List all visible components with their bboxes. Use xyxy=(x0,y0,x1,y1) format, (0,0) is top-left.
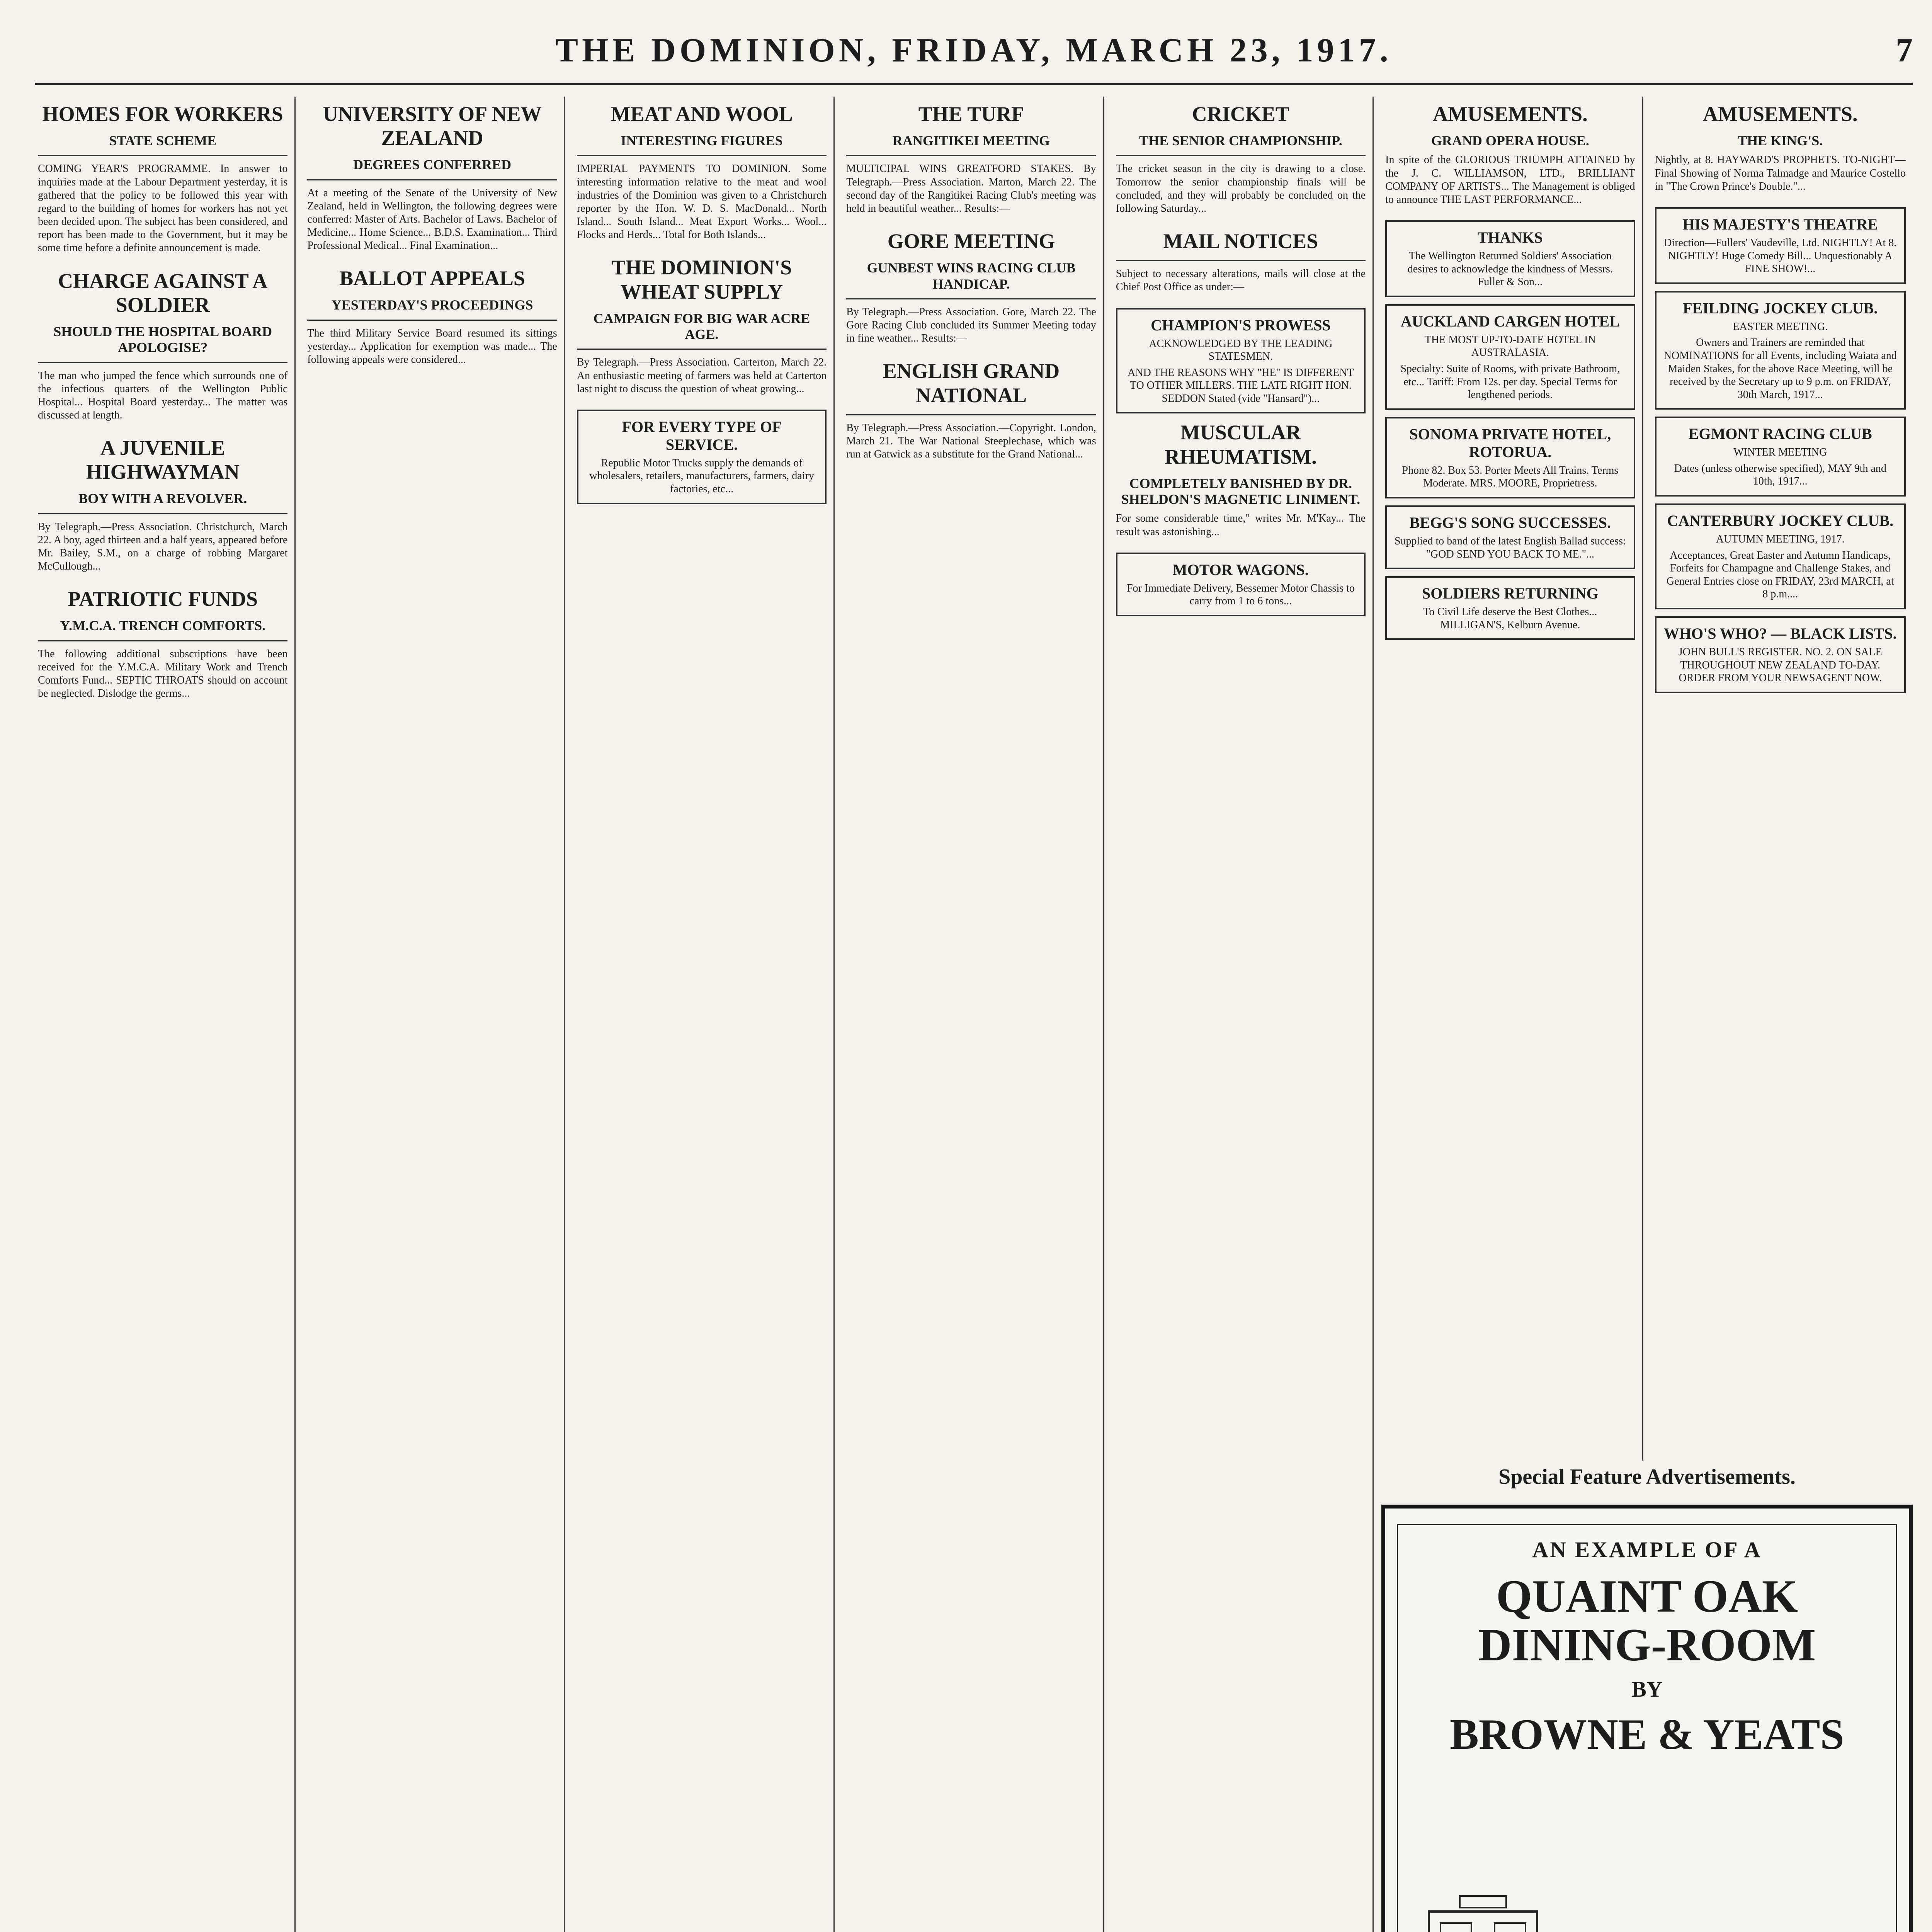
article-headline: GORE MEETING xyxy=(887,230,1055,253)
ad-body: Supplied to band of the latest English Ballad success: "GOD SEND YOU BACK TO ME."... xyxy=(1394,535,1626,560)
ad-body: JOHN BULL'S REGISTER. NO. 2. ON SALE THROUGHOUT NEW ZEALAND TO-DAY. ORDER FROM YOUR NEWSAGENT NOW. xyxy=(1678,646,1882,684)
divider xyxy=(307,320,557,321)
ad-subtitle: ACKNOWLEDGED BY THE LEADING STATESMEN. xyxy=(1149,337,1333,363)
article-body: IMPERIAL PAYMENTS TO DOMINION. Some interesting information relative to the meat and wool industries of the Dominion was given to a Christchurch reporter by the Hon. W. D. S. MacDonald... North Island... South Island... Meat Export Works... Wool... Flocks and Herds... Total for Both Islands... xyxy=(577,163,827,241)
ad-subtitle: EASTER MEETING. xyxy=(1733,320,1828,333)
article-headline: HOMES FOR WORKERS xyxy=(42,102,283,126)
article-headline: UNIVERSITY OF NEW ZEALAND xyxy=(323,102,542,150)
article-subhead: DEGREES CONFERRED xyxy=(353,157,512,173)
article-body: The following additional subscriptions have been received for the Y.M.C.A. Military Work and Trench Comforts Fund... SEPTIC THROATS should on account be neglected. Dislodge the germs... xyxy=(38,648,288,700)
special-feature-title: Special Feature Advertisements. xyxy=(1498,1465,1796,1489)
article-patriotic-funds xyxy=(38,587,287,700)
amusements-right xyxy=(1655,102,1906,193)
ad-title: WHO'S WHO? — BLACK LISTS. xyxy=(1663,625,1897,643)
article-subhead: GUNBEST WINS RACING CLUB HANDICAP. xyxy=(867,260,1076,292)
article-homes-for-workers xyxy=(38,102,287,255)
ad-body: To Civil Life deserve the Best Clothes... MILLIGAN'S, Kelburn Avenue. xyxy=(1423,606,1597,631)
ad-header-1: AN EXAMPLE OF A xyxy=(1532,1537,1762,1562)
divider xyxy=(1116,155,1366,156)
divider xyxy=(38,640,287,641)
ad-body: Direction—Fullers' Vaudeville, Ltd. NIGHTLY! At 8. NIGHTLY! Huge Comedy Bill... Unquestionably A FINE SHOW!... xyxy=(1664,236,1897,275)
article-subhead: Y.M.C.A. TRENCH COMFORTS. xyxy=(60,618,266,634)
article-subhead: STATE SCHEME xyxy=(109,133,217,149)
article-subhead: SHOULD THE HOSPITAL BOARD APOLOGISE? xyxy=(53,323,272,355)
ad-body: Specialty: Suite of Rooms, with private Bathroom, etc... Tariff: From 12s. per day. Special Terms for lengthened periods. xyxy=(1400,363,1620,401)
ad-subtitle: AUTUMN MEETING, 1917. xyxy=(1716,533,1845,546)
ad-title: HIS MAJESTY'S THEATRE xyxy=(1682,215,1878,233)
section-body: Nightly, at 8. HAYWARD'S PROPHETS. TO-NIGHT—Final Showing of Norma Talmadge and Maurice Costello in "The Crown Prince's Double."... xyxy=(1655,154,1906,192)
article-english-grand-national xyxy=(846,359,1096,461)
ad-body: Phone 82. Box 53. Porter Meets All Trains. Terms Moderate. MRS. MOORE, Proprietress. xyxy=(1402,464,1619,490)
divider xyxy=(577,349,827,350)
ad-header-4: BROWNE & YEATS xyxy=(1450,1711,1844,1759)
ad-republic-trucks xyxy=(577,410,827,504)
divider xyxy=(846,414,1096,415)
ad-cargen-hotel xyxy=(1385,304,1635,410)
article-subhead: COMPLETELY BANISHED BY DR. SHELDON'S MAGNETIC LINIMENT. xyxy=(1121,475,1361,507)
article-ballot-appeals xyxy=(307,266,557,366)
article-headline: BALLOT APPEALS xyxy=(339,267,525,290)
ad-john-bulls-register xyxy=(1655,616,1906,693)
ad-body: Owners and Trainers are reminded that NOMINATIONS for all Events, including Waiata and Maiden Stakes, for the above Race Meeting, will be received by the Secretary up to 9 p.m. on FRIDAY, 30th March, 1917... xyxy=(1663,337,1897,401)
ad-champions-prowess xyxy=(1116,308,1366,414)
article-body: The cricket season in the city is drawing to a close. Tomorrow the senior championship finals will be concluded, and they will probably be concluded on the following Saturday... xyxy=(1116,163,1366,214)
article-subhead: THE SENIOR CHAMPIONSHIP. xyxy=(1139,133,1342,149)
article-headline: THE DOMINION'S WHEAT SUPPLY xyxy=(611,256,792,303)
ad-body: Dates (unless otherwise specified), MAY 9th and 10th, 1917... xyxy=(1674,462,1886,488)
ad-title: EGMONT RACING CLUB xyxy=(1688,425,1872,443)
article-headline: A JUVENILE HIGHWAYMAN xyxy=(86,436,240,484)
browne-yeats-ad-inner xyxy=(1397,1524,1897,1932)
ad-title: AUCKLAND CARGEN HOTEL xyxy=(1400,312,1620,330)
ad-soldiers-returning xyxy=(1385,576,1635,640)
ad-canterbury-jockey-club xyxy=(1655,503,1906,609)
column-3 xyxy=(574,97,835,1932)
ad-title: FOR EVERY TYPE OF SERVICE. xyxy=(622,418,782,453)
article-subhead: INTERESTING FIGURES xyxy=(621,133,783,149)
browne-yeats-ad xyxy=(1381,1505,1913,1932)
article-meat-and-wool xyxy=(577,102,827,242)
article-the-turf xyxy=(846,102,1096,215)
article-body: COMING YEAR'S PROGRAMME. In answer to inquiries made at the Labour Department yesterday, it is gathered that the policy to be followed this year with regard to the building of homes for workers has not yet been decided upon. The subject has been considered, and report has been made to the Government, but it may be some time before a definite announcement is made. xyxy=(38,163,288,254)
ad-body: Republic Motor Trucks supply the demands of wholesalers, retailers, manufacturers, farmers, dairy factories, etc... xyxy=(589,457,814,495)
page-number: 7 xyxy=(1896,32,1913,69)
ad-title: CANTERBURY JOCKEY CLUB. xyxy=(1667,512,1894,530)
divider xyxy=(846,155,1096,156)
ad-feilding-jockey-club xyxy=(1655,291,1906,410)
sideboard-illustration xyxy=(1413,1888,1553,1932)
divider xyxy=(1116,260,1366,261)
special-feature-ads xyxy=(1381,1461,1913,1932)
ad-title: SOLDIERS RETURNING xyxy=(1422,585,1599,602)
masthead xyxy=(35,27,1913,85)
divider xyxy=(38,513,287,514)
ad-title: THANKS xyxy=(1477,229,1543,247)
section-title: AMUSEMENTS. xyxy=(1433,102,1588,126)
divider xyxy=(577,155,827,156)
divider xyxy=(38,362,287,363)
section-subtitle: THE KING'S. xyxy=(1738,133,1823,149)
ad-thanks xyxy=(1385,220,1635,297)
article-body: The third Military Service Board resumed its sittings yesterday... Application for exemption was made... The following appeals were considered... xyxy=(307,327,557,366)
article-subhead: CAMPAIGN FOR BIG WAR ACRE AGE. xyxy=(593,310,810,342)
section-subtitle: GRAND OPERA HOUSE. xyxy=(1431,133,1589,149)
ad-body: Acceptances, Great Easter and Autumn Handicaps, Forfeits for Champagne and Challenge Stakes, and General Entries close on FRIDAY, 23rd MARCH, at 8 p.m.... xyxy=(1666,549,1894,600)
ad-title: CHAMPION'S PROWESS xyxy=(1151,316,1331,334)
article-wheat-supply xyxy=(577,255,827,395)
article-body: By Telegraph.—Press Association.—Copyright. London, March 21. The War National Steeplechase, which was run at Gatwick as a substitute for the Grand National... xyxy=(846,422,1096,460)
article-headline: ENGLISH GRAND NATIONAL xyxy=(883,359,1060,407)
divider xyxy=(307,179,557,180)
ad-header-2: QUAINT OAK DINING-ROOM xyxy=(1478,1570,1816,1670)
divider xyxy=(38,155,287,156)
article-headline: CRICKET xyxy=(1192,102,1289,126)
ad-sonoma xyxy=(1385,417,1635,498)
article-cricket xyxy=(1116,102,1366,215)
section-title: AMUSEMENTS. xyxy=(1703,102,1858,126)
ad-his-majestys-theatre xyxy=(1655,207,1906,284)
article-juvenile-highwayman xyxy=(38,436,287,573)
section-body: In spite of the GLORIOUS TRIUMPH ATTAINED by the J. C. WILLIAMSON, LTD., BRILLIANT COMPANY OF ARTISTS... The Management is obliged to announce THE LAST PERFORMANCE... xyxy=(1385,154,1635,206)
article-subhead: BOY WITH A REVOLVER. xyxy=(78,491,247,507)
ad-egmont-racing-club xyxy=(1655,417,1906,497)
ad-title: FEILDING JOCKEY CLUB. xyxy=(1683,299,1878,317)
masthead-title: THE DOMINION, FRIDAY, MARCH 23, 1917. xyxy=(555,32,1392,69)
amusements-left xyxy=(1385,102,1635,206)
ad-title: SONOMA PRIVATE HOTEL, ROTORUA. xyxy=(1409,425,1611,461)
ad-body: For Immediate Delivery, Bessemer Motor Chassis to carry from 1 to 6 tons... xyxy=(1126,582,1355,607)
article-body: Subject to necessary alterations, mails will close at the Chief Post Office as under:— xyxy=(1116,268,1366,293)
ad-title: BEGG'S SONG SUCCESSES. xyxy=(1409,514,1611,532)
column-1 xyxy=(35,97,296,1932)
column-2 xyxy=(304,97,565,1932)
ad-title: MOTOR WAGONS. xyxy=(1172,561,1309,578)
article-headline: THE TURF xyxy=(918,102,1024,126)
column-5 xyxy=(1113,97,1374,1932)
ad-beggs-song xyxy=(1385,505,1635,569)
article-headline: PATRIOTIC FUNDS xyxy=(68,587,258,611)
article-headline: MUSCULAR RHEUMATISM. xyxy=(1165,421,1317,468)
article-body: By Telegraph.—Press Association. Christchurch, March 22. A boy, aged thirteen and a half years, appeared before Mr. Bailey, S.M., on a charge of robbing Margaret McCullough... xyxy=(38,520,288,573)
article-charge-against-soldier xyxy=(38,269,287,422)
article-headline: MEAT AND WOOL xyxy=(611,102,793,126)
article-body: By Telegraph.—Press Association. Carterton, March 22. An enthusiastic meeting of farmers was held at Carterton last night to discuss the question of wheat growing... xyxy=(577,356,827,395)
ad-subtitle: THE MOST UP-TO-DATE HOTEL IN AUSTRALASIA. xyxy=(1424,333,1596,359)
article-mail-notices xyxy=(1116,229,1366,294)
ad-motor-wagons xyxy=(1116,553,1366,616)
article-body: By Telegraph.—Press Association. Gore, March 22. The Gore Racing Club concluded its Summer Meeting today in fine weather... Results:— xyxy=(846,306,1096,345)
ad-header-3: BY xyxy=(1631,1677,1663,1702)
column-4 xyxy=(843,97,1104,1932)
article-body: MULTICIPAL WINS GREATFORD STAKES. By Telegraph.—Press Association. Marton, March 22. The second day of the Rangitikei Racing Club's meeting was held in beautiful weather... Results:— xyxy=(846,163,1096,214)
article-headline: MAIL NOTICES xyxy=(1163,230,1318,253)
article-headline: CHARGE AGAINST A SOLDIER xyxy=(58,269,268,316)
article-body: The man who jumped the fence which surrounds one of the infectious quarters of the Wellington Public Hospital... Hospital Board yesterday... The matter was discussed at length. xyxy=(38,369,288,422)
article-university-nz xyxy=(307,102,557,252)
ad-body: The Wellington Returned Soldiers' Association desires to acknowledge the kindness of Messrs. Fuller & Son... xyxy=(1407,250,1613,288)
article-subhead: RANGITIKEI MEETING xyxy=(892,133,1050,149)
article-body: For some considerable time," writes Mr. M'Kay... The result was astonishing... xyxy=(1116,512,1366,538)
article-muscular-rheumatism xyxy=(1116,420,1366,538)
article-subhead: YESTERDAY'S PROCEEDINGS xyxy=(331,297,533,313)
article-gore-meeting xyxy=(846,229,1096,345)
divider xyxy=(846,298,1096,299)
ad-body: AND THE REASONS WHY "HE" IS DIFFERENT TO OTHER MILLERS. THE LATE RIGHT HON. SEDDON Stated (vide "Hansard")... xyxy=(1128,366,1354,405)
ad-subtitle: WINTER MEETING xyxy=(1733,446,1827,459)
article-body: At a meeting of the Senate of the University of New Zealand, held in Wellington, the following degrees were conferred: Master of Arts. Bachelor of Laws. Bachelor of Medicine... Home Science... B.D.S. Examination... Third Professional Medical... Final Examination... xyxy=(307,187,557,252)
